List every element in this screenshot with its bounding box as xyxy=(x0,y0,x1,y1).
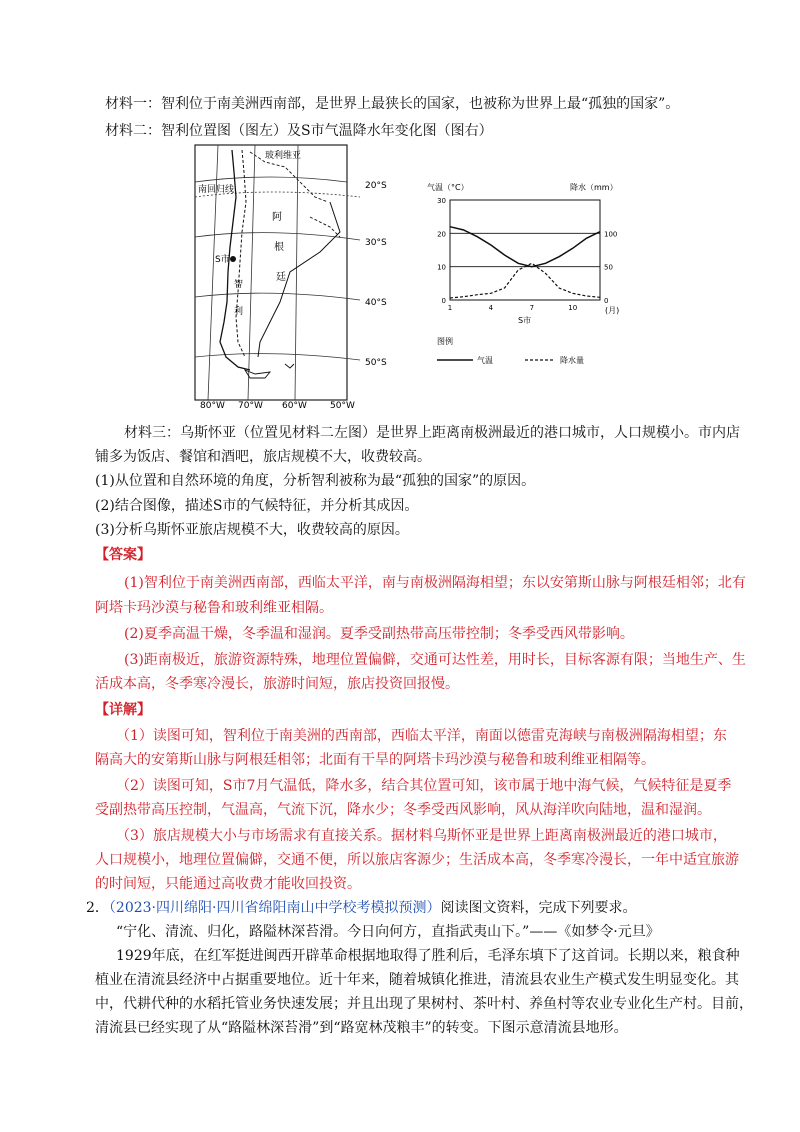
passage-line-3: 中，代耕代种的水稻托管业务快速发展；并且出现了果树村、茶叶村、养鱼村等农业专业化生产村。目前， xyxy=(95,996,753,1012)
detail-1-line-2: 隔高大的安第斯山脉与阿根廷相邻；北面有干旱的阿塔卡玛沙漠与秘鲁和玻利维亚相隔等。 xyxy=(95,752,655,768)
question-2: (2)结合图像，描述S市的气候特征，并分析其成因。 xyxy=(95,498,419,514)
map-label-chile-2: 利 xyxy=(234,307,244,317)
question-source: （2023·四川绵阳·四川省绵阳南山中学校考模拟预测） xyxy=(108,900,441,916)
lon-label: 50°W xyxy=(330,401,355,411)
detail-3-line-3: 的时间短，只能通过高收费才能收回投资。 xyxy=(95,876,361,892)
map-label-argentina-1: 阿 xyxy=(272,212,282,223)
legend-temp-label: 气温 xyxy=(477,356,493,365)
chart-left-tick-label: 30 xyxy=(437,197,446,205)
answer-3-line-2: 活成本高，冬季寒冷漫长，旅游时间短，旅店投资回报慢。 xyxy=(95,676,459,692)
temperature-line xyxy=(450,227,600,267)
detail-2-line-2: 受副热带高压控制，气温高，气流下沉，降水少；冬季受西风影响，风从海洋吹向陆地，温和湿润。 xyxy=(95,802,711,818)
lat-label: 20°S xyxy=(365,181,387,191)
chart-right-tick-label: 100 xyxy=(604,230,618,239)
detail-heading: 【详解】 xyxy=(95,702,151,718)
detail-3-line-1: （3）旅店规模大小与市场需求有直接关系。据材料乌斯怀亚是世界上距离南极洲最近的港口城市， xyxy=(116,828,727,844)
lon-label: 60°W xyxy=(282,401,307,411)
passage-line-2: 植业在清流县经济中占据重要地位。近十年来，随着城镇化推进，清流县农业生产模式发生明显变化。其 xyxy=(95,972,739,988)
legend-precip-label: 降水量 xyxy=(560,356,584,365)
poem: “宁化、清流、归化，路隘林深苔滑。今日向何方，直指武夷山下。”——《如梦令·元旦》 xyxy=(116,924,660,940)
lon-label: 70°W xyxy=(238,401,263,411)
chart-xunit: (月) xyxy=(605,306,620,315)
material-2: 材料二：智利位置图（图左）及S市气温降水年变化图（图右） xyxy=(105,123,493,139)
chart-right-tick-label: 50 xyxy=(604,263,613,272)
answer-heading: 【答案】 xyxy=(95,547,151,563)
chart-x-tick-label: 4 xyxy=(488,304,494,312)
chart-left-tick-label: 0 xyxy=(441,297,446,305)
lat-label: 50°S xyxy=(365,358,387,368)
precipitation-line xyxy=(450,263,600,298)
chart-frame xyxy=(450,200,600,300)
answer-2: (2)夏季高温干燥，冬季温和湿润。夏季受副热带高压带控制；冬季受西风带影响。 xyxy=(124,626,634,642)
question-3: (3)分析乌斯怀亚旅店规模不大，收费较高的原因。 xyxy=(95,522,409,538)
map-label-tropic: 南回归线 xyxy=(198,185,235,195)
detail-3-line-2: 人口规模小，地理位置偏僻，交通不便，所以旅店客源少；生活成本高，冬季寒冷漫长，一年中适宜旅游 xyxy=(95,852,739,868)
map-label-chile-1: 智 xyxy=(234,280,244,290)
lat-label: 40°S xyxy=(365,298,387,308)
chart-x-tick-label: 7 xyxy=(529,304,535,312)
question-1: (1)从位置和自然环境的角度，分析智利被称为最“孤独的国家”的原因。 xyxy=(95,473,536,489)
chart-xlabel: S市 xyxy=(518,316,532,325)
detail-1-line-1: （1）读图可知，智利位于南美洲的西南部，西临太平洋，南面以德雷克海峡与南极洲隔海相望；东 xyxy=(116,728,727,744)
chart-x-tick-label: 1 xyxy=(447,304,453,312)
map-label-s-city: S市 xyxy=(215,255,230,265)
lon-label: 80°W xyxy=(200,401,225,411)
detail-2-line-1: （2）读图可知，S市7月气温低，降水多，结合其位置可知，该市属于地中海气候，气候特征是夏季 xyxy=(116,778,732,794)
legend-title: 图例 xyxy=(437,337,453,346)
map-label-bolivia: 玻利维亚 xyxy=(265,151,302,161)
material-1: 材料一：智利位于南美洲西南部，是世界上最狭长的国家，也被称为世界上最“孤独的国家”。 xyxy=(105,96,680,112)
chile-location-map xyxy=(190,142,410,412)
lat-label: 30°S xyxy=(365,238,387,248)
chart-ylabel-right: 降水（mm） xyxy=(570,183,618,192)
map-label-argentina-3: 廷 xyxy=(276,272,286,283)
question-number: 2． xyxy=(86,900,109,916)
question-2-header xyxy=(86,898,636,918)
chart-left-tick-label: 10 xyxy=(437,263,446,272)
chart-left-tick-label: 20 xyxy=(437,230,446,239)
map-label-argentina-2: 根 xyxy=(274,242,284,253)
chart-x-tick-label: 10 xyxy=(568,304,578,312)
material-3-line-2: 铺多为饭店、餐馆和酒吧，旅店规模不大，收费较高。 xyxy=(95,449,431,465)
chart-ylabel-left: 气温（°C） xyxy=(427,183,469,192)
answer-3-line-1: (3)距南极近，旅游资源特殊，地理位置偏僻，交通可达性差，用时长，目标客源有限；当地生产、生 xyxy=(124,652,746,668)
answer-1-line-1: (1)智利位于南美洲西南部，西临太平洋，南与南极洲隔海相望；东以安第斯山脉与阿根廷相邻；北有 xyxy=(124,575,746,591)
chart-right-tick-label: 0 xyxy=(604,297,609,305)
climate-chart xyxy=(425,178,625,373)
passage-line-4: 清流县已经实现了从“路隘林深苔滑”到“路宽林茂粮丰”的转变。下图示意清流县地形。 xyxy=(95,1020,628,1036)
passage-line-1: 1929年底，在红军挺进闽西开辟革命根据地取得了胜利后，毛泽东填下了这首词。长期以来，粮食种 xyxy=(116,948,740,964)
material-3-line-1: 材料三：乌斯怀亚（位置见材料二左图）是世界上距离南极洲最近的港口城市，人口规模小。市内店 xyxy=(124,425,740,441)
question-intro: 阅读图文资料，完成下列要求。 xyxy=(440,900,637,916)
answer-1-line-2: 阿塔卡玛沙漠与秘鲁和玻利维亚相隔。 xyxy=(95,600,333,616)
